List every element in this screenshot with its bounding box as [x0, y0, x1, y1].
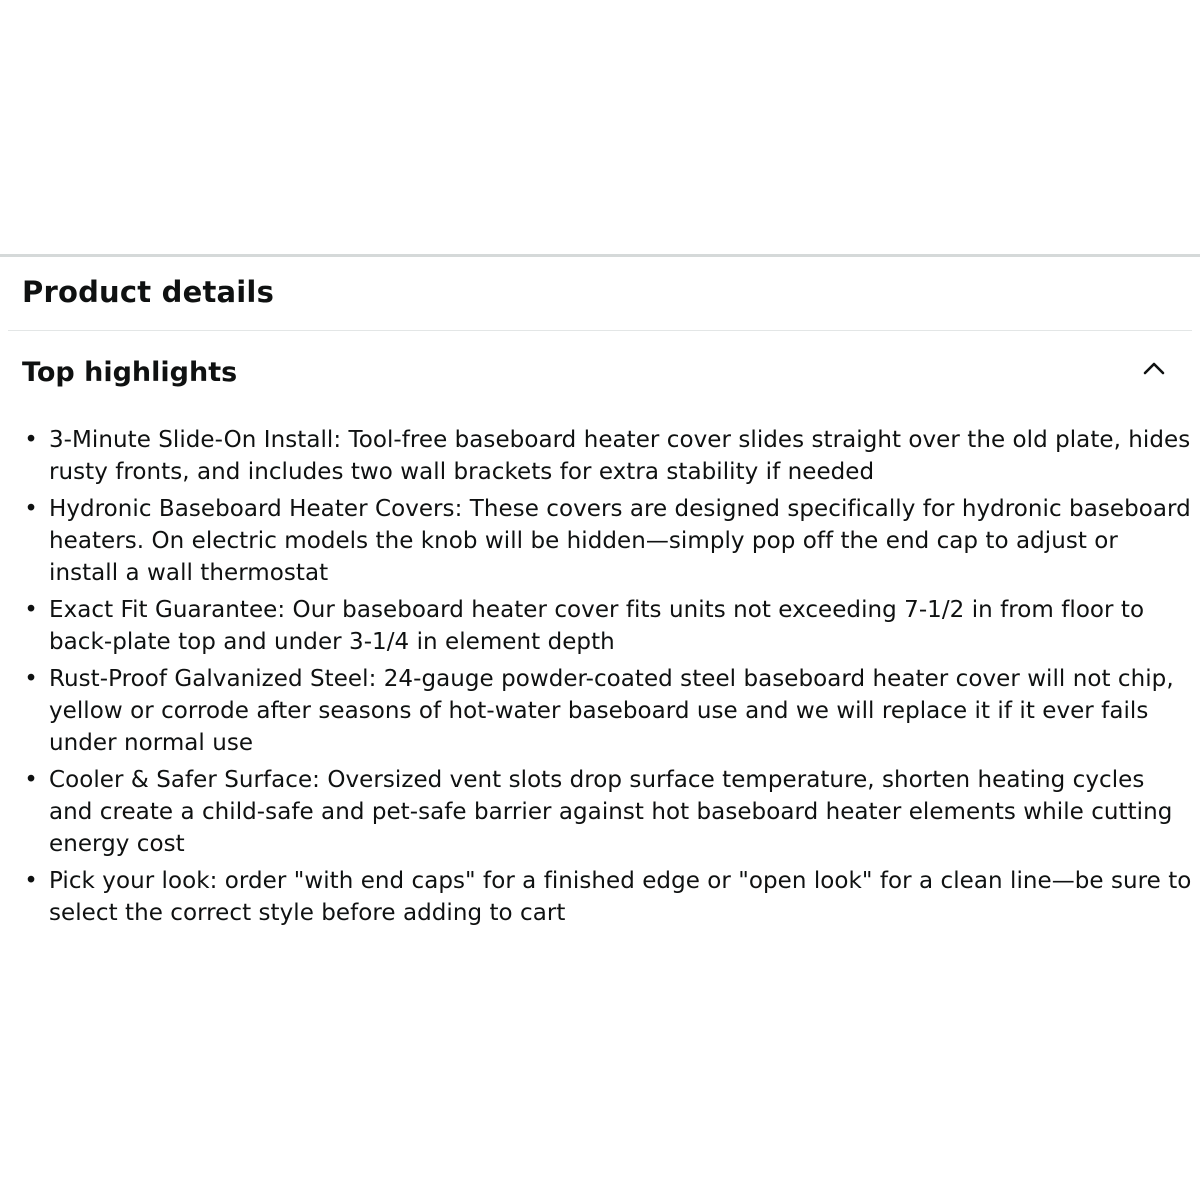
highlight-text: Hydronic Baseboard Heater Covers: These covers are designed specifically for hydronic baseboard heaters. On electric models the knob will be hidden—simply pop off the end cap to adjust or install a wall thermostat	[49, 496, 1191, 586]
highlight-item	[22, 764, 1192, 860]
section-divider	[0, 254, 1200, 257]
chevron-up-icon[interactable]	[1141, 358, 1167, 378]
highlights-list	[22, 424, 1192, 934]
bullet-marker: •	[24, 427, 38, 453]
bullet-marker: •	[24, 767, 38, 793]
highlight-item	[22, 493, 1192, 589]
bullet-marker: •	[24, 868, 38, 894]
highlight-text: Exact Fit Guarantee: Our baseboard heater cover fits units not exceeding 7-1/2 in from floor to back-plate top and under 3-1/4 in element depth	[49, 597, 1145, 655]
product-details-heading: Product details	[22, 275, 275, 309]
highlight-text: Rust-Proof Galvanized Steel: 24-gauge powder-coated steel baseboard heater cover will not chip, yellow or corrode after seasons of hot-water baseboard use and we will replace it if it ever fails under normal use	[49, 666, 1174, 756]
top-highlights-expander[interactable]	[0, 340, 1200, 410]
highlight-item	[22, 865, 1192, 929]
bullet-marker: •	[24, 496, 38, 522]
highlight-item	[22, 594, 1192, 658]
highlight-item	[22, 424, 1192, 488]
heading-divider	[8, 330, 1192, 331]
bullet-marker: •	[24, 597, 38, 623]
highlight-text: Cooler & Safer Surface: Oversized vent slots drop surface temperature, shorten heating cycles and create a child-safe and pet-safe barrier against hot baseboard heater elements while cutting energy cost	[49, 767, 1173, 857]
highlight-text: Pick your look: order "with end caps" for a finished edge or "open look" for a clean line—be sure to select the correct style before adding to cart	[49, 868, 1192, 926]
highlight-text: 3-Minute Slide-On Install: Tool-free baseboard heater cover slides straight over the old plate, hides rusty fronts, and includes two wall brackets for extra stability if needed	[49, 427, 1191, 485]
blank-header-area	[0, 0, 1200, 254]
highlight-item	[22, 663, 1192, 759]
top-highlights-heading: Top highlights	[22, 357, 238, 388]
bullet-marker: •	[24, 666, 38, 692]
